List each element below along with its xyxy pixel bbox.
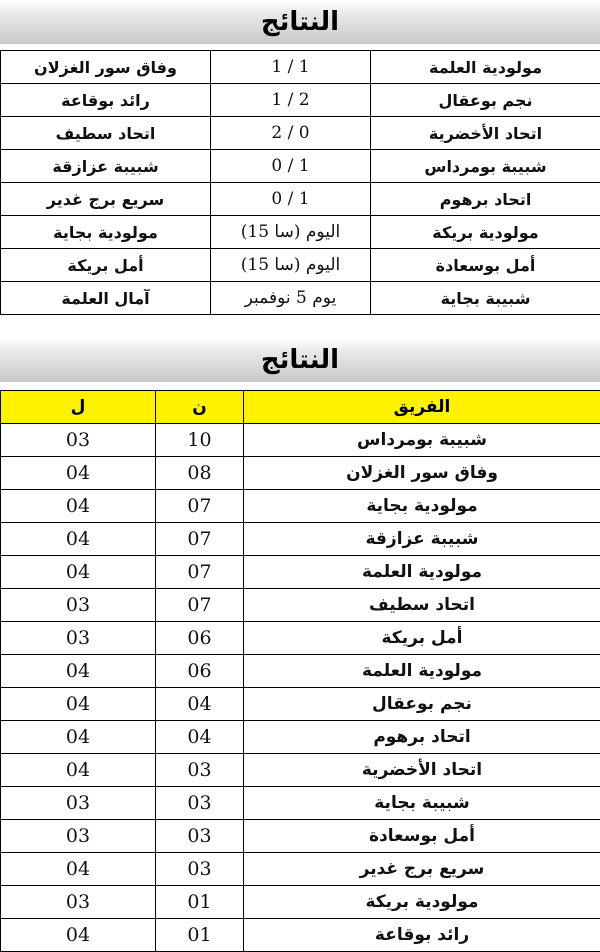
away-team: أمل بريكة	[1, 249, 211, 282]
played-cell: 03	[1, 589, 156, 622]
standings-row	[1, 853, 600, 886]
team-cell: نجم بوعقال	[244, 688, 600, 721]
points-cell: 10	[156, 424, 244, 457]
points-cell: 03	[156, 754, 244, 787]
team-cell: شبيبة عزازقة	[244, 523, 600, 556]
points-cell: 07	[156, 556, 244, 589]
points-cell: 03	[156, 787, 244, 820]
home-team: أمل بوسعادة	[371, 249, 600, 282]
match-row	[1, 117, 600, 150]
standings-title: النتائج	[0, 338, 600, 382]
match-row	[1, 84, 600, 117]
points-cell: 03	[156, 820, 244, 853]
standings-row	[1, 655, 600, 688]
points-cell: 03	[156, 853, 244, 886]
standings-row	[1, 721, 600, 754]
away-team: مولودية بجاية	[1, 216, 211, 249]
points-cell: 01	[156, 886, 244, 919]
standings-header-row	[1, 391, 600, 424]
standings-row	[1, 787, 600, 820]
points-cell: 07	[156, 490, 244, 523]
header-points: ن	[156, 391, 244, 424]
away-team: آمال العلمة	[1, 282, 211, 315]
played-cell: 04	[1, 523, 156, 556]
team-cell: اتحاد سطيف	[244, 589, 600, 622]
standings-row	[1, 556, 600, 589]
header-played: ل	[1, 391, 156, 424]
team-cell: مولودية العلمة	[244, 655, 600, 688]
played-cell: 04	[1, 754, 156, 787]
played-cell: 03	[1, 820, 156, 853]
standings-row	[1, 886, 600, 919]
match-row	[1, 249, 600, 282]
played-cell: 04	[1, 490, 156, 523]
standings-row	[1, 622, 600, 655]
home-team: مولودية العلمة	[371, 51, 600, 84]
standings-row	[1, 820, 600, 853]
home-team: شبيبة بومرداس	[371, 150, 600, 183]
played-cell: 04	[1, 457, 156, 490]
points-cell: 04	[156, 721, 244, 754]
team-cell: سريع برج غدير	[244, 853, 600, 886]
team-cell: مولودية بجاية	[244, 490, 600, 523]
match-score: 1 / 1	[211, 51, 371, 84]
results-table	[0, 50, 600, 315]
team-cell: شبيبة بومرداس	[244, 424, 600, 457]
home-team: مولودية بريكة	[371, 216, 600, 249]
played-cell: 04	[1, 919, 156, 952]
points-cell: 07	[156, 589, 244, 622]
standings-row	[1, 523, 600, 556]
played-cell: 04	[1, 655, 156, 688]
standings-row	[1, 919, 600, 952]
home-team: شبيبة بجاية	[371, 282, 600, 315]
match-row	[1, 150, 600, 183]
match-row	[1, 282, 600, 315]
away-team: شبيبة عزازقة	[1, 150, 211, 183]
played-cell: 03	[1, 424, 156, 457]
match-row	[1, 183, 600, 216]
team-cell: اتحاد برهوم	[244, 721, 600, 754]
team-cell: أمل بوسعادة	[244, 820, 600, 853]
away-team: اتحاد سطيف	[1, 117, 211, 150]
played-cell: 03	[1, 886, 156, 919]
team-cell: شبيبة بجاية	[244, 787, 600, 820]
played-cell: 04	[1, 853, 156, 886]
match-score: اليوم (سا 15)	[211, 249, 371, 282]
points-cell: 01	[156, 919, 244, 952]
team-cell: رائد بوقاعة	[244, 919, 600, 952]
match-score: 2 / 1	[211, 84, 371, 117]
home-team: اتحاد الأخضرية	[371, 117, 600, 150]
standings-row	[1, 688, 600, 721]
played-cell: 03	[1, 787, 156, 820]
away-team: سريع برج غدير	[1, 183, 211, 216]
standings-row	[1, 490, 600, 523]
home-team: نجم بوعقال	[371, 84, 600, 117]
match-score: 1 / 0	[211, 150, 371, 183]
team-cell: مولودية العلمة	[244, 556, 600, 589]
team-cell: أمل بريكة	[244, 622, 600, 655]
standings-table	[0, 390, 600, 952]
team-cell: وفاق سور الغزلان	[244, 457, 600, 490]
points-cell: 04	[156, 688, 244, 721]
home-team: اتحاد برهوم	[371, 183, 600, 216]
results-title: النتائج	[0, 0, 600, 44]
match-row	[1, 216, 600, 249]
match-score: 0 / 2	[211, 117, 371, 150]
team-cell: مولودية بريكة	[244, 886, 600, 919]
away-team: رائد بوقاعة	[1, 84, 211, 117]
points-cell: 06	[156, 655, 244, 688]
away-team: وفاق سور الغزلان	[1, 51, 211, 84]
header-team: الفريق	[244, 391, 600, 424]
standings-row	[1, 424, 600, 457]
played-cell: 04	[1, 688, 156, 721]
team-cell: اتحاد الأخضرية	[244, 754, 600, 787]
standings-row	[1, 754, 600, 787]
points-cell: 07	[156, 523, 244, 556]
match-row	[1, 51, 600, 84]
match-score: يوم 5 نوفمبر	[211, 282, 371, 315]
played-cell: 03	[1, 622, 156, 655]
points-cell: 08	[156, 457, 244, 490]
standings-row	[1, 457, 600, 490]
match-score: 1 / 0	[211, 183, 371, 216]
standings-row	[1, 589, 600, 622]
played-cell: 04	[1, 721, 156, 754]
match-score: اليوم (سا 15)	[211, 216, 371, 249]
points-cell: 06	[156, 622, 244, 655]
played-cell: 04	[1, 556, 156, 589]
